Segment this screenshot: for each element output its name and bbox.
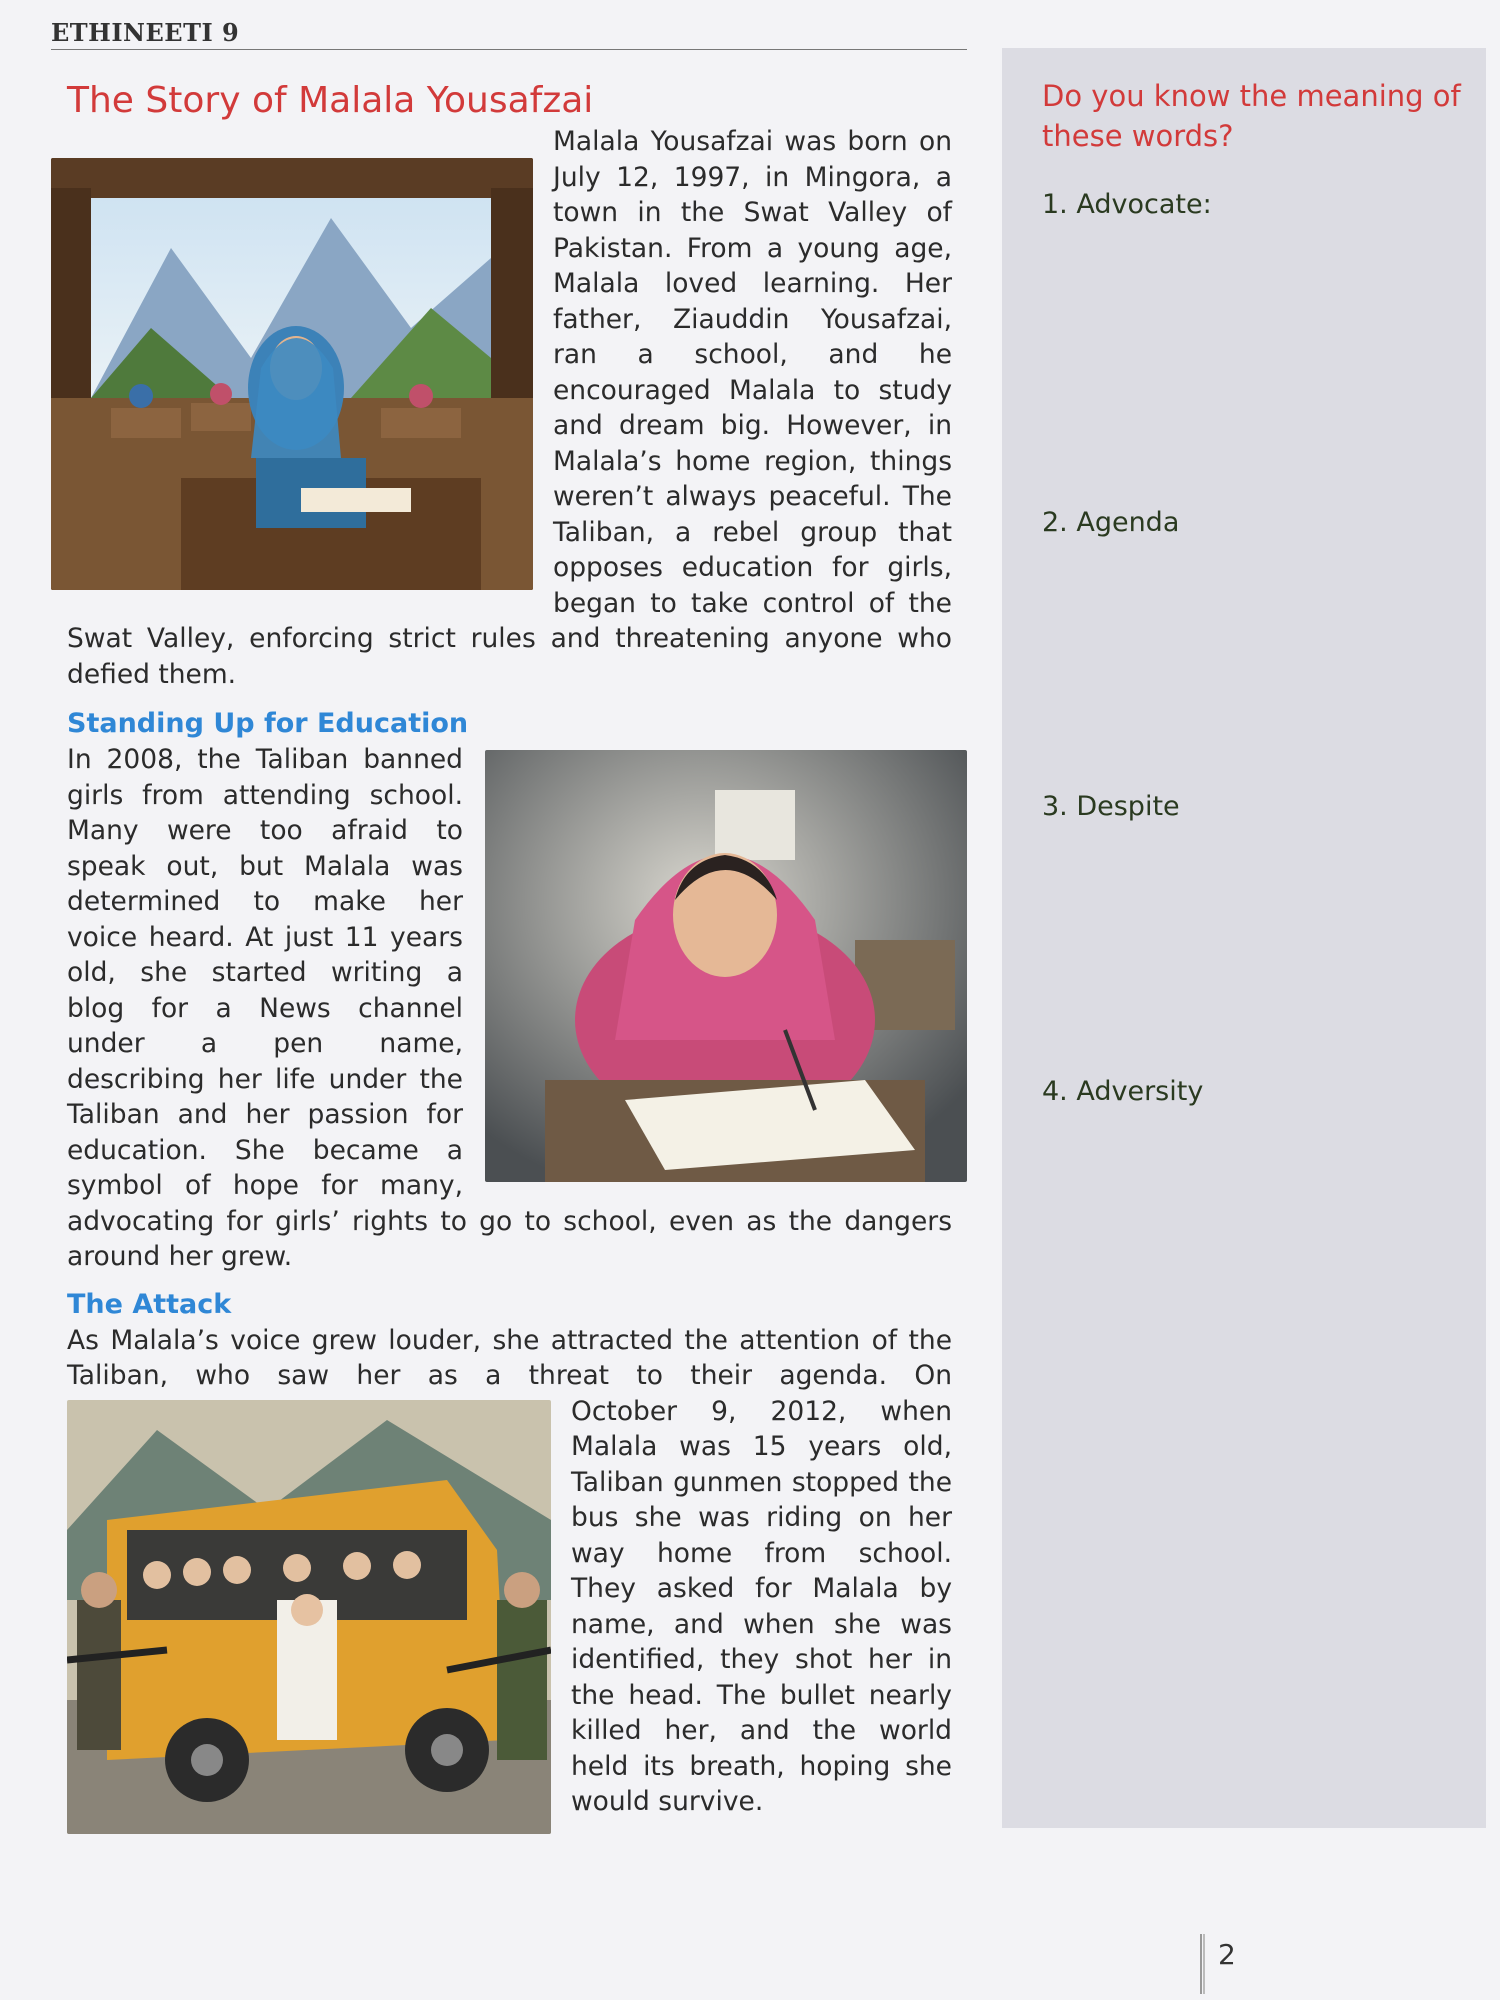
article xyxy=(67,78,952,1840)
vocab-word-agenda: 2. Agenda xyxy=(1042,507,1180,538)
page-number: 2 xyxy=(1218,1938,1236,1971)
classroom-illustration xyxy=(51,158,533,590)
vocab-word-advocate: 1. Advocate: xyxy=(1042,189,1212,220)
school-bus-illustration xyxy=(67,1400,551,1834)
intro-paragraph: Malala Yousafzai was born on July 12, 1997, in Mingora, a town in the Swat Valley of Pakistan. From a young age, Malala loved learning. Her father, Ziauddin Yousafzai, ran a school, and he encouraged Malala to study and dream big. However, in Malala’s home region, things weren’t always peaceful. The Taliban, a rebel group that opposes education for girls, began to take control of the Swat Valley, enforcing strict rules and threatening anyone who defied them. xyxy=(67,126,952,690)
section-heading-education: Standing Up for Education xyxy=(67,708,469,739)
school-bus-illustration-art xyxy=(67,1400,551,1834)
writing-girl-illustration-art xyxy=(485,750,967,1182)
section-heading-attack: The Attack xyxy=(67,1288,232,1320)
article-title: The Story of Malala Yousafzai xyxy=(67,80,594,121)
vocab-word-adversity: 4. Adversity xyxy=(1042,1076,1204,1107)
running-header: ETHINEETI 9 xyxy=(51,18,240,47)
vocab-word-despite: 3. Despite xyxy=(1042,791,1180,822)
vocabulary-panel xyxy=(1002,48,1486,1828)
vocabulary-title: Do you know the meaning of these words? xyxy=(1042,79,1461,153)
header-divider xyxy=(51,49,967,50)
education-paragraph: In 2008, the Taliban banned girls from attending school. Many were too afraid to speak out, but Malala was determined to make her voice heard. At just 11 years old, she started writing a blog for a News channel under a pen name, describing her life under the Taliban and her passion for education. She became a symbol of hope for many, advocating for girls’ rights to go to school, even as the dangers around her grew. xyxy=(67,744,952,1272)
classroom-illustration-art xyxy=(51,158,533,590)
page-number-marker xyxy=(1200,1934,1205,1994)
writing-girl-illustration xyxy=(485,750,967,1182)
attack-paragraph: October 9, 2012, when Malala was 15 years old, Taliban gunmen stopped the bus she was riding on her way home from school. They asked for Malala by name, and when she was identified, they shot her in the head. The bullet nearly killed her, and the world held its breath, hoping she would survive. xyxy=(571,1395,952,1817)
attack-paragraph-lead: As Malala’s voice grew louder, she attracted the attention of the Taliban, who saw her as a threat to their agenda. On xyxy=(67,1324,952,1391)
